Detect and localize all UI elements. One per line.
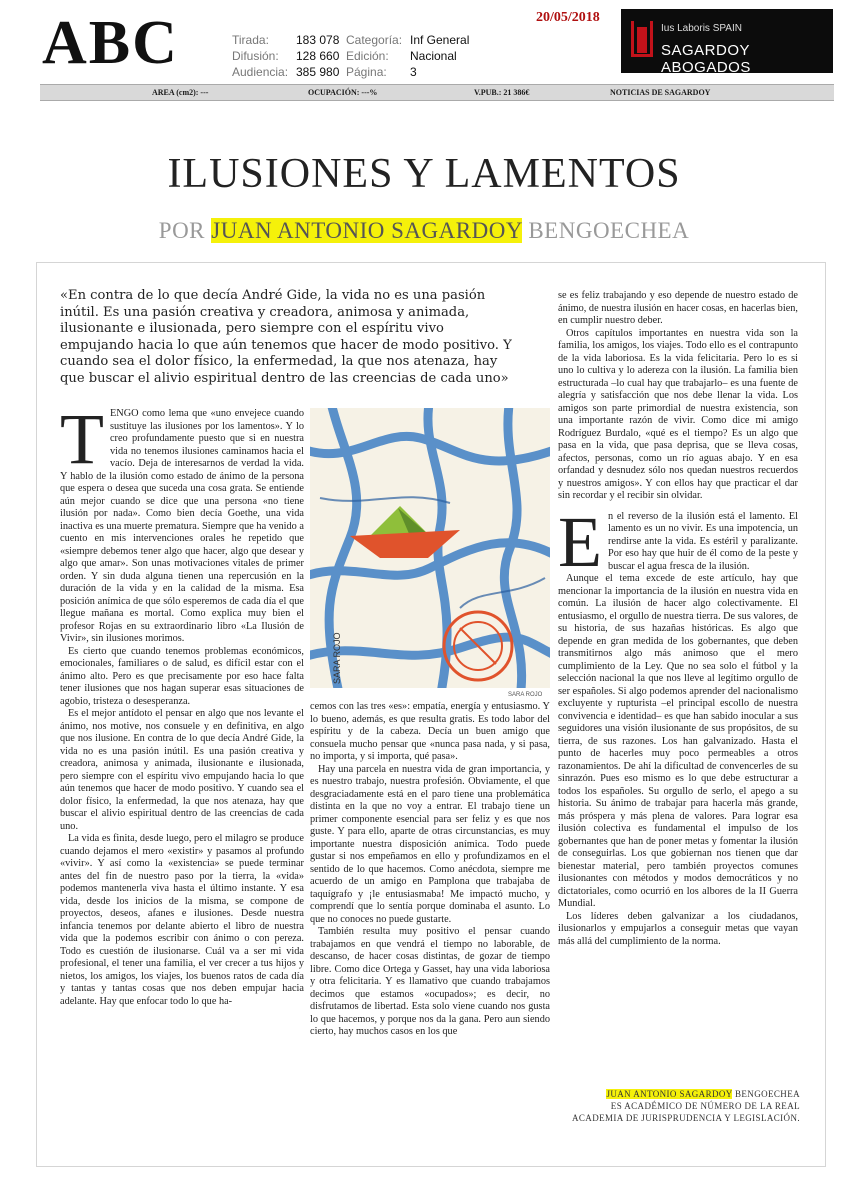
stat-value: 385 980	[296, 65, 340, 79]
clipping-info-bar	[40, 84, 834, 101]
article-column-2	[310, 701, 550, 1039]
paragraph: En el reverso de la ilusión está el lamento. El lamento es un no vivir. Es una impotencia, un rendirse ante la vida. Es estéril y paralizante. Por eso hay que huir de él como de la peste y buscar el agua fresca de la ilusión.	[558, 501, 798, 582]
stats-values-right	[410, 32, 469, 80]
article-illustration	[310, 408, 550, 688]
illustration-signature: SARA ROJO	[332, 632, 342, 684]
article-byline	[0, 218, 848, 244]
drop-cap: T	[60, 399, 104, 479]
stat-label: Audiencia:	[232, 65, 289, 79]
stat-label: Edición:	[346, 49, 389, 63]
publication-date: 20/05/2018	[536, 10, 600, 25]
drop-cap: E	[558, 501, 602, 582]
stat-value: 183 078	[296, 33, 340, 47]
vpub-field: V.PUB.: 21 386€	[474, 88, 530, 97]
stat-value: 3	[410, 65, 417, 79]
illustration-credit: SARA ROJO	[508, 692, 543, 698]
logo-mark-icon	[637, 27, 647, 53]
stats-labels-left	[232, 32, 288, 80]
paragraph: Es cierto que cuando tenemos problemas económicos, emocionales, familiares o de salud, es difícil estar con el ánimo alto. Pero es que precisamente por eso hace falta tener ilusiones que nos hagan superar esas situaciones de agobio, tristeza o desesperanza.	[60, 645, 304, 707]
paragraph: Otros capítulos importantes en nuestra vida son la familia, los amigos, los viajes. Todo ello es el contrapunto de la vida laboriosa. Es la vida felicitaria. Pero lo es si uno lo cultiva y lo adereza con la ilusión. La familia bien estructurada –lo cual hay que trabajarlo– es una fuente de alegría y satisfacción que nos debe llenar la vida. Los amigos son parte primordial de nuestra existencia, son una importante razón de vivir. Como dice mi amigo Rodríguez Burdalo, «qué es el tiempo? Es un algo que pasa en la vida, que pasa deprisa, que se lleva cosas, afectos, personas, como un río aguas abajo. Y en esa orfandad y desnudez sólo nos quedan nuestros recuerdos y nuestros amigos». Y con ellos hay que practicar el dar sin recordar y el recibir sin olvidar.	[558, 327, 798, 501]
stat-value: Nacional	[410, 49, 457, 63]
paragraph: La vida es finita, desde luego, pero el milagro se produce cuando dejamos el mero «existir» y pasamos al profundo «vivir». Y así como la «existencia» se puede terminar antes del fin de nuestro paso por la tierra, la «vida» podemos mantenerla viva hasta el último instante. Y esa vida, desde los inicios de la misma, se compone de proyectos, deseos, afanes e ilusiones. Desde nuestra infancia tenemos por delante abierto el libro de nuestra vida que la podemos escribir con ánimo o con pereza. Todo es cuestión de ilusionarse. Cuál va a ser mi vida profesional, el tener una familia, el ver crecer a tus hijos y nietos, los amigos, los viajes, los buenos ratos de cada día y tantas y tantas cosas que nos deben empujar hacia adelante. Hay que enfocar todo lo que ha-	[60, 833, 304, 1007]
byline-suffix: BENGOECHEA	[528, 218, 690, 243]
paragraph: También resulta muy positivo el pensar cuando trabajamos en que vendrá el tiempo no laborable, de descanso, de hacer cosas distintas, de gozar de tiempo libre. Como dice Ortega y Gasset, hay una vida laboriosa y otra felicitaria. Y es llamativo que cuando trabajamos decimos que estamos «ocupados»; es decir, no disfrutamos de libertad. Esta solo viene cuando nos gusta lo que hacemos, y porque nos da la gana. Pero aun siendo cierto, hay muchos casos en los que	[310, 926, 550, 1037]
stat-label: Categoría:	[346, 33, 403, 47]
paragraph: Los líderes deben galvanizar a los ciudadanos, ilusionarlos y empujarlos a conseguir metas que vayan más allá del cumplimiento de la norma.	[558, 910, 798, 947]
paper-boat-river-illustration	[310, 408, 550, 688]
signature-name-line	[560, 1088, 800, 1100]
paragraph: se es feliz trabajando y eso depende de nuestro estado de ánimo, de nuestra ilusión en hacer cosas, en hacerlas bien, en cumplir nuestro deber.	[558, 290, 798, 326]
ocupacion-field: OCUPACIÓN: ---%	[308, 88, 378, 97]
byline-author-highlight: JUAN ANTONIO SAGARDOY	[211, 218, 523, 243]
paragraph: cemos con las tres «es»: empatía, energía y entusiasmo. Y lo bueno, además, es que resulta gratis. Es todo labor del espíritu y de la cabeza. Decía un buen amigo que consuela mucho pensar que «nunca pasa nada, y si pasa, no importa, y si importa, qué pasa».	[310, 701, 550, 762]
logo-name: SAGARDOY ABOGADOS	[661, 42, 751, 76]
stat-label: Tirada:	[232, 33, 269, 47]
paragraph: Es el mejor antídoto el pensar en algo que nos levante el ánimo, nos motive, nos consuele y en definitiva, en algo que nos ilusione. En contra de lo que decía André Gide, la vida no es una pasión inútil. Es una pasión creativa y creadora, animosa y animada, ilusionante e ilusionada, pero siempre con el espíritu vivo empujando hacia lo que aún tenemos que hacer de modo positivo. Y cuando sea el dolor físico, la enfermedad, la que nos atenaza, hay que buscar el alivio espiritual dentro de las creencias de cada uno.	[60, 708, 304, 832]
article-column-3	[558, 290, 798, 948]
boat-hull	[350, 530, 460, 558]
logo-tagline: Ius Laboris SPAIN	[661, 23, 742, 34]
paragraph: Hay una parcela en nuestra vida de gran importancia, y es nuestro trabajo, nuestra profesión. Obviamente, el que desgraciadamente está en el paro tiene una problemática distinta en la que no voy a entrar. El trabajo tiene un primer componente esencial para ser feliz y es que nos guste. Y para ello, aparte de otras circunstancias, es muy importante nuestra disposición anímica. Todo puede gustar si nos empeñamos en ello y profundizamos en el sentido de lo que hacemos. Como anécdota, siempre me acuerdo de un amigo en Pamplona que trabajaba de taquígrafo y ¡le entusiasmaba! Me impactó mucho, y comprendí que lo sentía porque dominaba el asunto. Lo que no conoces no puede gustarte.	[310, 763, 550, 925]
stats-labels-right	[346, 32, 402, 80]
area-field: AREA (cm2): ---	[152, 88, 209, 97]
signature-name-rest: BENGOECHEA	[735, 1089, 800, 1099]
stat-value: 128 660	[296, 49, 340, 63]
article-title: ILUSIONES Y LAMENTOS	[167, 151, 681, 197]
article-column-1	[60, 399, 304, 1008]
signature-name-highlight: JUAN ANTONIO SAGARDOY	[606, 1089, 733, 1099]
paragraph: TENGO como lema que «uno envejece cuando sustituye las ilusiones por los lamentos». Y lo creo profundamente puesto que si en nuestra vida no tenemos ilusiones caminamos hacia el vacío. Deja de interesarnos de verdad la vida. Y hablo de la ilusión como estado de ánimo de la persona que espera o desea que suceda una cosa grata. Se entiende aún mejor cuando se dice que una persona «no tiene ilusión por nada». Como bien decía Goethe, una vida inactiva es una muerte prematura. Siempre que ha venido a cuento en mis intervenciones orales he repetido que «siempre debemos tener algo que hacer, algo que desear y algo que amar». Son unas motivaciones vitales de primer orden. Y sin duda alguna tienen una repercusión en la duración de la vida y en la calidad de la misma. Esa posición anímica de que sólo esperemos de cada día el que llegue mañana es mortal. Como explica muy bien el profesor Rojas en su extraordinario libro «La Ilusión de Vivir», sin ilusiones morimos.	[60, 399, 304, 644]
stat-value: Inf General	[410, 33, 470, 47]
paragraph: Aunque el tema excede de este artículo, hay que mencionar la importancia de la ilusión en nuestra vida en común. La ilusión de hacer algo colectivamente. El entusiasmo, el orgullo de nuestra tierra. De sus valores, de su historia, de sus hazañas históricas. Es algo que depende en gran medida de los gobernantes, que deben transmitirnos algo más animoso que el mero cumplimiento de la Ley. Que no sea solo el fútbol y la selección nacional la que nos lleve al legítimo orgullo de ser españoles. Si algo podemos aprender del nacionalismo excluyente y rupturista –el principal escollo de nuestra convivencia e identidad– es que han sabido inocular a sus seguidores una visión ilusionante de sus propósitos, de su tierra, de sus razones. Los han galvanizado. Hasta el punto de hacerles muy poco permeables a otros razonamientos. De ahí la dificultad de convencerles de su sinrazón. Pues eso mismo es lo que debe estructurar a todos los españoles. Su orgullo de serlo, el apego a su historia. Su ánimo de trabajar para hacerla más grande, más próspera y más plena de valores. Para lograr esa ilusión colectiva es fundamental el impulso de los gobernantes que han de poner metas y fomentar la ilusión de conseguirlas. Los que gobiernan nos tienen que dar bienestar material, pero también proyectos comunes ilusionantes con métodos y modos democráticos y no dictatoriales, como ocurrió en los albores de la II Guerra Mundial.	[558, 573, 799, 909]
byline-prefix: POR	[158, 218, 206, 243]
stat-label: Difusión:	[232, 49, 279, 63]
author-signature	[560, 1088, 800, 1124]
section-field: NOTICIAS DE SAGARDOY	[610, 88, 711, 97]
signature-line: ES ACADÉMICO DE NÚMERO DE LA REAL	[610, 1101, 800, 1111]
masthead-logo: ABC	[42, 9, 179, 77]
stat-label: Página:	[346, 65, 387, 79]
signature-line: ACADEMIA DE JURISPRUDENCIA Y LEGISLACIÓN.	[572, 1113, 800, 1123]
article-lead-quote: «En contra de lo que decía André Gide, la vida no es una pasión inútil. Es una pasión creativa y creadora, animosa y animada, ilusionante e ilusionada, pero siempre con el espíritu vivo empujando hacia lo que aún tenemos que hacer de modo positivo. Y cuando sea el dolor físico, la enfermedad, la que nos atenaza, hay que buscar el alivio espiritual dentro de las creencias de cada uno»	[60, 288, 512, 386]
stats-values-left	[296, 32, 339, 80]
client-logo	[621, 9, 833, 76]
